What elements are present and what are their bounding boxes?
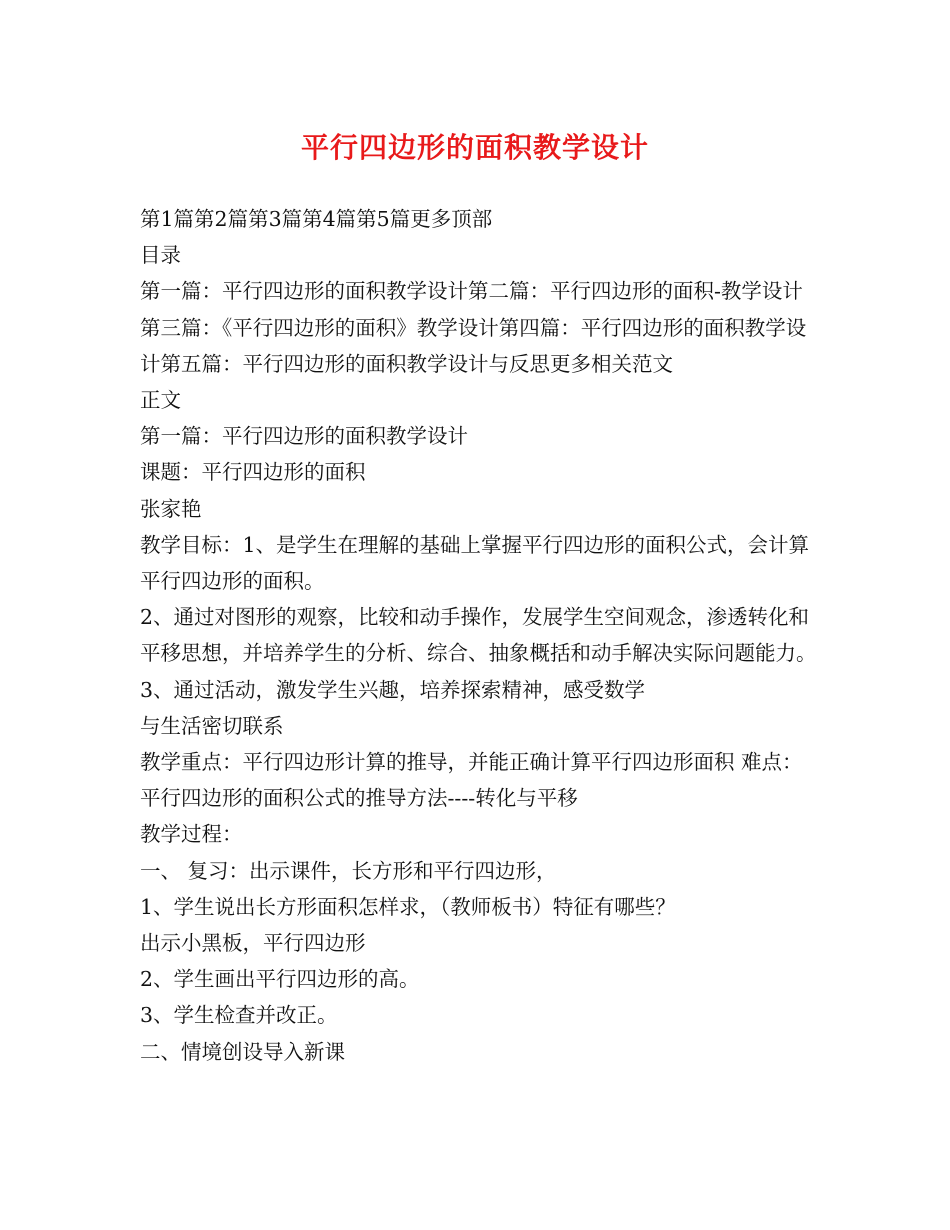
paragraph-author: 张家艳 [140, 496, 202, 521]
paragraph-lesson-topic: 课题：平行四边形的面积 [140, 460, 366, 485]
paragraph-objective-3-cont: 与生活密切联系 [140, 713, 284, 738]
paragraph-process-heading: 教学过程： [140, 822, 243, 847]
paragraph-toc-heading: 目录 [140, 243, 181, 268]
paragraph-objective-2: 2、通过对图形的观察，比较和动手操作，发展学生空间观念，渗透转化和平移思想，并培养学生的分析、综合、抽象概括和动手解决实际问题能力。 [140, 605, 817, 666]
document-title: 平行四边形的面积教学设计 [300, 131, 649, 164]
paragraph-objective-3: 3、通过活动，激发学生兴趣，培养探索精神，感受数学 [140, 677, 646, 702]
paragraph-toc-list: 第一篇：平行四边形的面积教学设计第二篇：平行四边形的面积-教学设计第三篇：《平行四边形的面积》教学设计第四篇：平行四边形的面积教学设计第五篇：平行四边形的面积教学设计与反思更多相关范文 [140, 279, 807, 376]
paragraph-step-3: 3、学生检查并改正。 [140, 1003, 338, 1028]
paragraph-part-nav: 第1篇第2篇第3篇第4篇第5篇更多顶部 [140, 207, 493, 231]
paragraph-objective-1: 教学目标：1、是学生在理解的基础上掌握平行四边形的面积公式，会计算平行四边形的面积。 [140, 532, 810, 594]
paragraph-step-2: 2、学生画出平行四边形的高。 [140, 967, 420, 992]
paragraph-main-heading: 正文 [140, 388, 181, 413]
paragraph-step-1: 1、学生说出长方形面积怎样求，（教师板书）特征有哪些？ [140, 894, 676, 919]
paragraph-part-one-title: 第一篇：平行四边形的面积教学设计 [140, 424, 468, 449]
document-body [140, 201, 820, 1070]
paragraph-review: 一、 复习：出示课件，长方形和平行四边形， [140, 858, 557, 883]
paragraph-key-points: 教学重点：平行四边形计算的推导，并能正确计算平行四边形面积 难点：平行四边形的面积公式的推导方法----转化与平移 [140, 750, 803, 811]
paragraph-blackboard: 出示小黑板，平行四边形 [140, 931, 366, 956]
paragraph-section-two: 二、情境创设导入新课 [140, 1039, 345, 1064]
